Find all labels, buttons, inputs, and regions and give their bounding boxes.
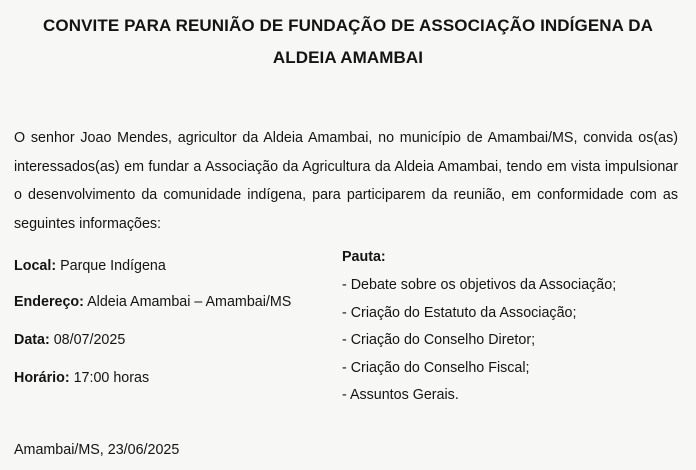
- place-date-line: Amambai/MS, 23/06/2025: [14, 442, 180, 458]
- pauta-item: - Criação do Conselho Fiscal;: [342, 359, 530, 376]
- intro-paragraph: O senhor Joao Mendes, agricultor da Aldeia Amambai, no município de Amambai/MS, convida os(as) interessados(as) em fundar a Associação da Agricultura da Aldeia Amambai, tendo em vista impulsionar o desenvolvimento da comunidade indígena, para participarem da reunião, em conformidade com as seguintes informações:: [14, 130, 678, 232]
- data-label: Data:: [14, 332, 50, 348]
- pauta-title: Pauta:: [342, 249, 386, 265]
- local-value: Parque Indígena: [60, 258, 166, 274]
- horario-value: 17:00 horas: [73, 370, 150, 386]
- data-value: 08/07/2025: [53, 332, 126, 348]
- horario-label: Horário:: [14, 370, 70, 386]
- document-title-line-2: ALDEIA AMAMBAI: [272, 48, 424, 67]
- pauta-list: [342, 272, 616, 410]
- pauta-item: - Assuntos Gerais.: [342, 387, 459, 403]
- pauta-section: [342, 248, 616, 410]
- horario-field: [14, 370, 149, 386]
- local-field: [14, 258, 166, 274]
- endereco-value: Aldeia Amambai – Amambai/MS: [87, 294, 292, 310]
- endereco-field: [14, 294, 291, 310]
- pauta-item: - Debate sobre os objetivos da Associação;: [342, 277, 617, 293]
- pauta-item: - Criação do Estatuto da Associação;: [342, 304, 577, 321]
- local-label: Local:: [14, 258, 57, 274]
- data-field: [14, 332, 125, 348]
- document-title-line-1: CONVITE PARA REUNIÃO DE FUNDAÇÃO DE ASSOCIAÇÃO INDÍGENA DA: [43, 16, 653, 35]
- endereco-label: Endereço:: [14, 294, 84, 310]
- pauta-item: - Criação do Conselho Diretor;: [342, 332, 536, 348]
